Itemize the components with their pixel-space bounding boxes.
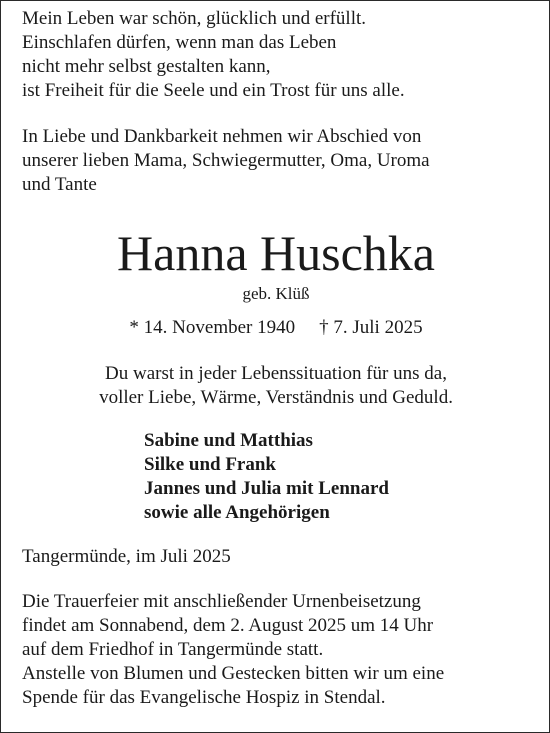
ceremony-line: Spende für das Evangelische Hospiz in Stendal. [22, 687, 386, 708]
family-member: Silke und Frank [144, 454, 276, 475]
ceremony-line: findet am Sonnabend, dem 2. August 2025 um 14 Uhr [22, 615, 434, 636]
death-date: † 7. Juli 2025 [319, 317, 423, 338]
deceased-name: Hanna Huschka [117, 225, 435, 281]
ceremony-line: Anstelle von Blumen und Gestecken bitten wir um eine [22, 663, 445, 684]
birth-date: * 14. November 1940 [129, 317, 296, 338]
verse-line: ist Freiheit für die Seele und ein Trost für uns alle. [22, 80, 405, 101]
tribute-line: Du warst in jeder Lebenssituation für uns da, [105, 363, 447, 384]
verse-line: nicht mehr selbst gestalten kann, [22, 56, 271, 77]
life-dates [1, 316, 550, 340]
verse-line: Einschlafen dürfen, wenn man das Leben [22, 32, 337, 53]
tribute-line: voller Liebe, Wärme, Verständnis und Geduld. [99, 387, 453, 408]
birth-name: geb. Klüß [242, 284, 310, 303]
ceremony-line: Die Trauerfeier mit anschließender Urnenbeisetzung [22, 591, 421, 612]
intro-line: unserer lieben Mama, Schwiegermutter, Oma, Uroma [22, 150, 430, 171]
intro-line: In Liebe und Dankbarkeit nehmen wir Abschied von [22, 126, 422, 147]
ceremony-line: auf dem Friedhof in Tangermünde statt. [22, 639, 324, 660]
family-member: Sabine und Matthias [144, 430, 313, 451]
intro-line: und Tante [22, 174, 97, 195]
verse-line: Mein Leben war schön, glücklich und erfüllt. [22, 8, 367, 29]
family-member: sowie alle Angehörigen [144, 502, 330, 523]
family-member: Jannes und Julia mit Lennard [144, 478, 389, 499]
place-date: Tangermünde, im Juli 2025 [22, 546, 231, 567]
